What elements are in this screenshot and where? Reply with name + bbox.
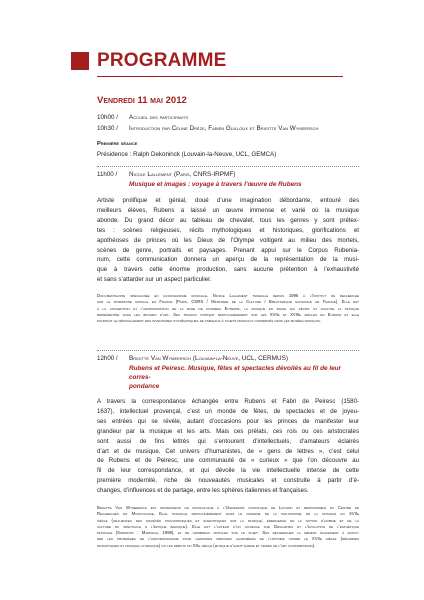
bio-line: musicale (Sprimont : Mardaga, 1999), et de nombreux articles sur le sujet. Ses recherches la mènent également à explo- bbox=[97, 530, 359, 536]
abstract-line: et sans s’attarder sur un aspect particulier. bbox=[97, 276, 212, 284]
speaker-name-text: Brigitte Van Wymeersch (Louvain-la-Neuve, UCL, CERMUS) bbox=[129, 355, 288, 362]
abstract-line: 1637), intellectuel provençal, c’est un monde de fêtes, de spectacles et de joyeu- bbox=[97, 407, 359, 415]
schedule-label: Introduction par Céline Drèze, Fabien Guilloux et Brigitte Van Wymeersch bbox=[129, 125, 319, 132]
bio-line: rer les problèmes de l’historiographie pour certaines périodes charnières de l’histoire comme le XVIIe siècle (réformes bbox=[97, 536, 359, 542]
talk-abstract bbox=[97, 397, 359, 496]
talk-title bbox=[129, 180, 359, 189]
abstract-line: abonde. Du grand décor au tableau de chevalet, tous les genres y sont prétex- bbox=[97, 216, 359, 224]
talk-abstract bbox=[97, 196, 359, 285]
schedule-row-introduction bbox=[97, 124, 359, 134]
schedule-time: 10h30 / bbox=[97, 125, 119, 132]
abstract-line: changes, d’influences et de partage, entre les sphères italiennes et françaises. bbox=[97, 487, 309, 495]
abstract-line: meilleurs élèves, Rubens a laissé un œuvre immense et varié où la musique bbox=[97, 206, 359, 214]
talk-time: 12h00 / bbox=[97, 355, 118, 362]
bio-line: monastiques et musique liturgique) ou les débuts du XXe siècle (musique d’avant-garde et crises de l’art contemporain). bbox=[97, 542, 316, 548]
talk-title bbox=[129, 364, 359, 391]
bio-line: à la conception et l’administration de la base de données Euterpe, la musique en image qui décrit et analyse la musique bbox=[97, 305, 359, 311]
abstract-line: sont aussi de fins lettrés qui s’entourent d’intellectuels, d’amateurs éclairés bbox=[97, 437, 359, 445]
talk-title-line: Rubens et Peiresc. Musique, fêtes et spectacles dévoilés au fil de leur corres- bbox=[129, 365, 342, 381]
speaker-bio bbox=[97, 505, 359, 549]
section-divider bbox=[97, 166, 359, 167]
abstract-line: première modernité, riche de nouveautés musicales et construite à partir d’é- bbox=[97, 477, 359, 485]
section-divider bbox=[97, 350, 359, 351]
bio-line: poursuit le dépouillement des inventaires systématiques de tableaux à sujets musicaux conservés dans les musées français. bbox=[97, 318, 321, 324]
speaker-name-text: Nicole Lallement (Paris, CNRS-IRPMF) bbox=[129, 171, 236, 178]
talk-title-line: pondance bbox=[129, 383, 160, 390]
talk-time: 11h00 / bbox=[97, 171, 118, 178]
schedule-time: 10h00 / bbox=[97, 114, 119, 121]
day-heading: Vendredi 11 mai 2012 bbox=[97, 95, 187, 106]
speaker-name bbox=[129, 355, 288, 362]
abstract-line: tes : scènes religieuses, récits mythologiques et historiques, glorifications et bbox=[97, 226, 359, 234]
bio-line: Brigitte Van Wymeersch est professeur de musicologie à l’Université catholique de Louvain et responsable du Centre de bbox=[97, 505, 359, 510]
header-rule bbox=[97, 76, 343, 77]
schedule-label: Accueil des participants bbox=[129, 114, 189, 121]
bio-line: sur le patrimoine musical en France (Paris, CNRS / Ministère de la Culture / Bibliothèque nationale de France). Elle est bbox=[97, 299, 359, 305]
schedule-row-welcome bbox=[97, 113, 359, 123]
speaker-bio bbox=[97, 293, 359, 324]
speaker-name bbox=[129, 171, 235, 178]
abstract-line: grandeur par la musique et les arts. Mais ces prélats, ces rois ou ces aristocrates bbox=[97, 427, 359, 435]
abstract-line: apothéoses de princes où les Dieux de l’Olympe voltigent au milieu des mortels, bbox=[97, 236, 359, 244]
abstract-line: d’art et de musique. Cet univers d’humanistes, de « gens de lettres », c’est celui bbox=[97, 447, 359, 455]
bio-line: culture du spectacle à l’époque baroque). Elle est l’auteur d’un ouvrage sur Descartes et l’évolution de l’esthétique bbox=[97, 523, 359, 529]
session-label: Première séance bbox=[97, 141, 138, 147]
page-title: PROGRAMME bbox=[97, 50, 227, 71]
abstract-line: num, cette communication donnera un aperçu de la représentation de la musi- bbox=[97, 256, 359, 264]
abstract-line: fil de leur correspondance, et qui dévoile la vie intellectuelle intense de cette bbox=[97, 467, 359, 475]
talk-title-line: Musique et images : voyage à travers l’œuvre de Rubens bbox=[129, 181, 302, 188]
bio-line: Recherches en Musicologie. Elle travaille particulièrement dans le domaine de la philosophie de la musique du XVIIe bbox=[97, 511, 359, 517]
abstract-line: de Rubens et de Peiresc, une communauté de « curieux » que l’on découvre au bbox=[97, 457, 359, 465]
bio-line: Documentaliste spécialisée en iconographie musicale, Nicole Lallement travaille depuis 1996 à l’Institut de recherche bbox=[97, 293, 359, 298]
bio-line: représentée dans les œuvres d’art. Ses travaux portent particulièrement sur les XVIIe et XVIIIe siècles en Europe et elle bbox=[97, 311, 359, 317]
header-accent-square bbox=[71, 52, 89, 70]
abstract-line: ses entrées qui se révèle, autant d’occasions pour les princes de manifester leur bbox=[97, 417, 359, 425]
abstract-line: que à travers cette énorme production, sans aucune prétention à l’exhaustivité bbox=[97, 266, 359, 274]
session-chair: Présidence : Ralph Dekoninck (Louvain-la-Neuve, UCL, GEMCA) bbox=[97, 151, 277, 158]
abstract-line: Artiste prolifique et génial, doué d’une imagination débordante, entouré des bbox=[97, 197, 359, 204]
bio-line: siècle (influences des sociétés philosophiques et scientifiques sur la musique; émergence de la notion d’homme et de la bbox=[97, 517, 359, 523]
abstract-line: A travers la correspondance échangée entre Rubens et Fabri de Peiresc (1580- bbox=[97, 398, 359, 405]
abstract-line: scènes de genre, portraits et paysages. Prenant appui sur le Corpus Rubenia- bbox=[97, 246, 359, 254]
